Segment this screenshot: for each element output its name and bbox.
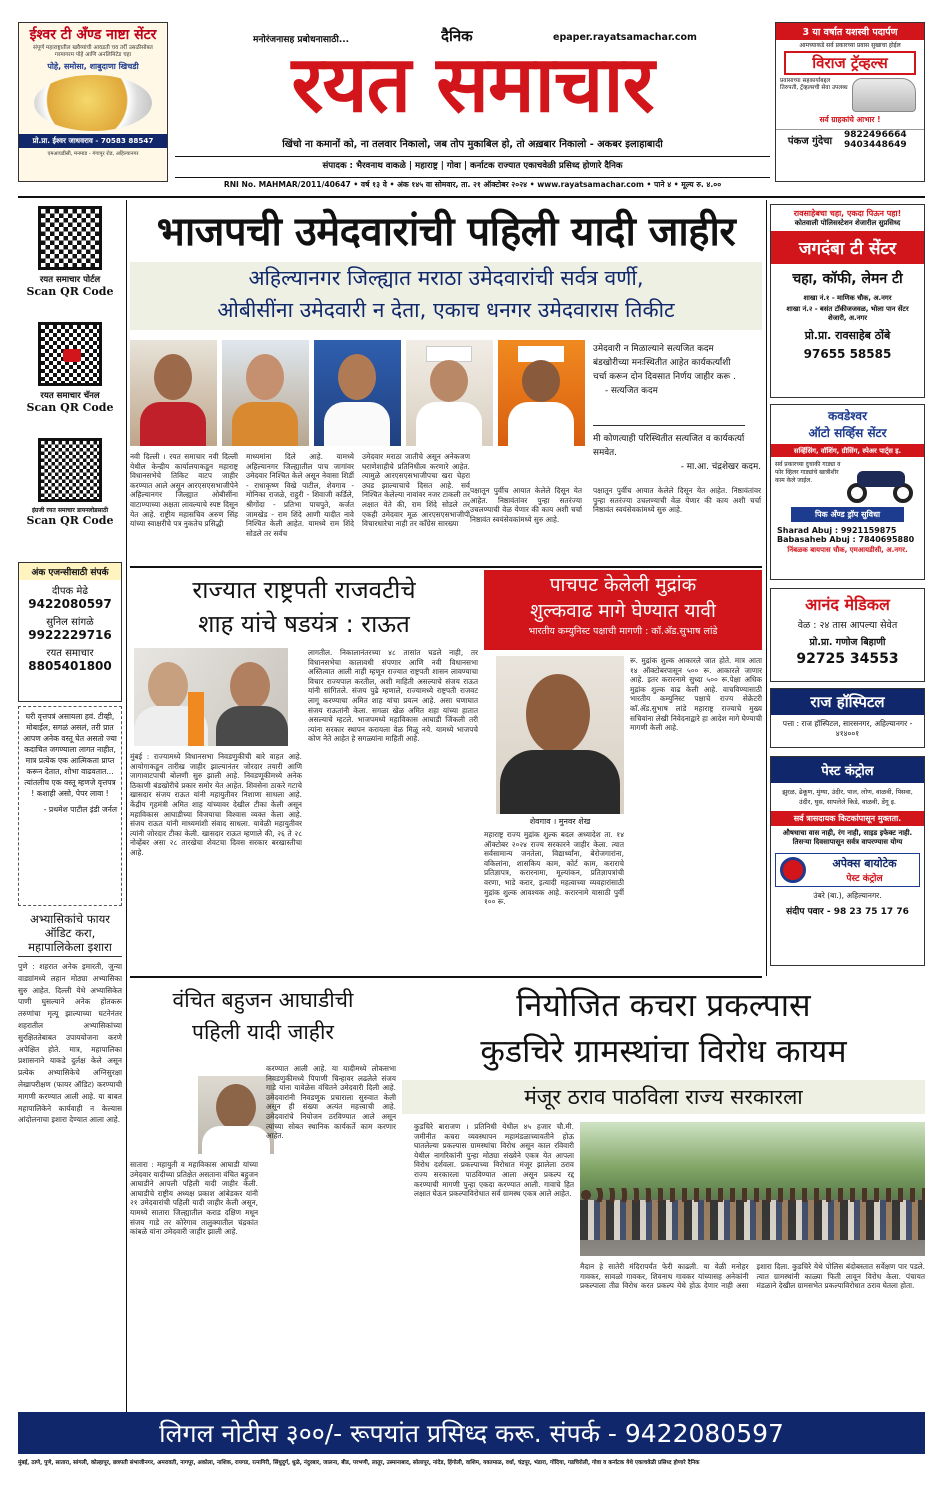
fire-audit-headline-2: महापालिकेला इशारा bbox=[18, 940, 122, 957]
masthead-quote: खिंचो ना कमानों को, ना तलवार निकालो, जब तोप मुकाबिल हो, तो अख़बार निकालो - अकबर इलाहाबादी bbox=[282, 139, 663, 150]
lead-headline: भाजपची उमेदवारांची पहिली यादी जाहीर bbox=[156, 209, 736, 255]
qr-code-icon bbox=[38, 206, 102, 270]
qr-english-label: इंग्रजी रयत समाचार डायनलोडसाठी bbox=[31, 507, 109, 514]
mudrank-caption: शेवगाव । मुनवर शेख bbox=[529, 817, 591, 826]
newspaper-title: रयत समाचार bbox=[291, 40, 654, 130]
mudrank-header bbox=[484, 570, 762, 650]
candidate-photo-3 bbox=[314, 340, 401, 446]
fire-audit-headline: अभ्यासिकांचे फायर ऑडिट करा, bbox=[30, 912, 110, 940]
lead-body-col-3: उमेदवार मराठा जातीचे असून अनेकजण घराणेशाहीचे प्रतिनिधीत्व करणारे आहेत. त्यामुळे आरएसएसभाजीपचा खरा चेहरा उघड झाल्याचाचे दिसत आहे. सर्व निश्चित केलेल्या नावांवर नजर टाकली तर लक्षात येते की, राम शिंदे सोडले तर एकही उमेदवार मूळ आरएसएसभाजीपी विचारधारेचा नाही तर काँग्रेस सारख्या bbox=[362, 452, 470, 529]
anand-time: वेळ : २४ तास आपल्या सेवेत bbox=[797, 620, 898, 631]
raj-hospital-ad bbox=[770, 688, 925, 748]
ishwar-ad-address: एमआयडीसी, मनमाड - गंगापूर रोड, अहिल्यानगर bbox=[47, 151, 139, 157]
mudrank-sub: भारतीय कम्युनिस्ट पक्षाची मागणी : कॉ.अ‍ॅड.सुभाष लांडे bbox=[528, 626, 718, 637]
kavadeshwar-contact-2: Babasaheb Abuj : 7840695880 bbox=[777, 535, 915, 544]
raj-address: पत्ता : राज हॉस्पिटल, सारसनगर, अहिल्यानगर - ४१४००१ bbox=[782, 719, 913, 738]
newspaper-quote bbox=[18, 706, 122, 906]
agent-contacts bbox=[18, 562, 122, 702]
jagdamba-branch-1: शाखा नं.१ - माणिक चौक, अ.नगर bbox=[803, 294, 892, 302]
ishwar-tea-ad bbox=[18, 22, 168, 182]
pest-note: औषधाचा वास नाही, रंग नाही, साइड इफेक्ट नाही. bbox=[782, 829, 913, 837]
raj-title: राज हॉस्पिटल bbox=[771, 689, 924, 715]
agent-name-2: सुनिल सांगळे bbox=[46, 617, 94, 628]
lead-sub-2: ओबीसींना उमेदवारी न देता, एकाच धनगर उमेदवारास तिकीट bbox=[217, 298, 675, 322]
qr-code-icon bbox=[38, 322, 102, 386]
motorcycle-image bbox=[845, 461, 917, 503]
raut-body-col-1: मुंबई : राज्यामध्ये विधानसभा निवडणुकीची बारे वाहत आहे. आयोगाकडून तारीख जाहीर झाल्यानंतर जोरदार तयारी आणि जागावाटपाची बोलणी सुरु झाली आहे. निवडणूकीमध्ये अनेक ठिकाणी बंडखोरीचे प्रकार समोर येत आहेत. शिवसेना ठाकरे गटाचे खासदार संजय राऊत यांनी महायुतीवर निशाणा साधला आहे. केंद्रीय गृहमंत्री अमित शाह यांच्यावर देखील टीका केली असून महाविकास आघाडीच्या विजयाचा विश्वास व्यक्त केला आहे. संजय राऊत यांनी माध्यमांशी संवाद साधला. यावेळी महायुतीवर त्यांनी जोरदार टीका केली. खासदार राऊत म्हणाले की, २६ ते २८ नोव्हेंबर असा २८ तारखेचा शेवटचा दिवस सरकार बरखास्तीचा आहे. bbox=[130, 752, 302, 857]
kadam-quote bbox=[593, 342, 745, 426]
candidate-photo-1 bbox=[130, 340, 217, 446]
kavadeshwar-pickup: पिक अँण्ड ड्रॉप सुविधा bbox=[791, 507, 904, 522]
viraj-thanks: सर्व ग्राहकांचे आभार ! bbox=[819, 115, 881, 124]
viraj-travels-ad bbox=[775, 22, 925, 182]
pest-note-2: तिसऱ्या दिवसापासून सर्वत्र वापरण्यास योग्य bbox=[792, 838, 903, 846]
agent-phone-1: 9422080597 bbox=[28, 597, 112, 611]
jagdamba-tea-ad bbox=[770, 204, 925, 398]
fire-audit-body: पुणे : शहरात अनेक इमारती, जुन्या वाड्यांमध्ये लहान मोठ्या अभ्यासिका सुरु आहेत. दिल्ली येथे अभ्यासिकेत पाणी घुसल्याने अनेक होतकरू तरुणांचा मृत्यू झाल्याच्या घटनेनंतर शहरातील अभ्यासिकांच्या सुरक्षिततेबाबत उपाययोजना करणे अपेक्षित होते. मात्र, महापालिका प्रशासनाने याकडे दुर्लक्ष केले असून प्रत्येक अभ्यासिकेचे अग्निसुरक्षा लेखापरीक्षण (फायर ऑडिट) करण्याची मागणी करण्यात आली आहे. या बाबत महापालिकेने कार्यवाही न केल्यास आंदोलनाचा इशारा देण्यात आला आहे. bbox=[18, 962, 122, 1125]
agent-phone-3: 8805401800 bbox=[28, 659, 112, 673]
pest-control-ad bbox=[770, 756, 925, 966]
jagdamba-owner: प्रो.प्रा. रावसाहेब ठोंबे bbox=[804, 329, 891, 342]
jagdamba-phone: 97655 58585 bbox=[803, 347, 892, 361]
viraj-phone-2: 9403448649 bbox=[844, 140, 907, 150]
viraj-banner: 3 या वर्षात यशस्वी पदार्पण bbox=[776, 23, 924, 40]
mudrank-headline-2: शुल्कवाढ मागे घेण्यात यावी bbox=[530, 600, 716, 622]
right-column-rule bbox=[766, 200, 767, 976]
legal-notice-banner bbox=[18, 1412, 925, 1454]
lead-subheadline-box bbox=[130, 262, 762, 330]
candidate-photo-2 bbox=[222, 340, 309, 446]
kavadeshwar-title: कवडेश्वर bbox=[828, 409, 867, 423]
daily-label: दैनिक bbox=[441, 27, 473, 45]
ishwar-ad-items: पोहे, समोसा, शाबुदाणा खिचडी bbox=[47, 62, 139, 71]
jagdamba-items: चहा, कॉफी, लेमन टी bbox=[792, 271, 903, 287]
anand-phone: 92725 34553 bbox=[796, 651, 899, 667]
lead-body-col-1: नवी दिल्ली । रयत समाचार नवी दिल्ली येथील केन्द्रीय कार्यालयाकडून महाराष्ट्र विधानसभेचे तिकिट वाटप जाहीर करण्यात आले असून आरएसएसभाजीपेने अहिल्यानगर जिल्ह्यात ओबीसींना वाटाण्याच्या अक्षता लावल्याचे स्पष्ट दिसून येत आहे. राष्ट्रीय महासचिव अरुण सिंह यांच्या स्वाक्षरीचे पत्र नुकतेच प्रसिद्धी bbox=[130, 452, 238, 529]
kavadeshwar-contact-1: Sharad Abuj : 9921159875 bbox=[777, 526, 897, 535]
chandrashekhar-quote bbox=[593, 432, 761, 478]
viraj-sub: आमच्याकडे सर्व प्रकारच्या प्रवास सुखाचा होईल bbox=[799, 42, 901, 49]
kachra-story bbox=[402, 980, 925, 1412]
youtube-icon bbox=[63, 349, 81, 362]
agent-name-3: रयत समाचार bbox=[46, 648, 94, 659]
vanchit-body-col-1: सातारा : महायुती व महाविकास आघाडी यांच्या उमेदवार यादीच्या प्रतिक्षेत असताना वंचित बहुजन आघाडीने आपली पहिली यादी जाहीर केली. आघाडीचे राष्ट्रीय अध्यक्ष प्रकाश आंबेडकर यांनी २१ उमेदवारांची पहिली यादी जाहीर केली असून, यामध्ये सातारा जिल्ह्यातील कराड दक्षिण मधून संजय गाडे तर कोरेगाव तालुक्यातील चंद्रकांत कांबळे यांना उमेदवारी जाहीर झाली आहे. bbox=[130, 1160, 258, 1237]
anand-owner: प्रो.प्रा. गणोज बिहाणी bbox=[809, 637, 886, 648]
protest-photo bbox=[580, 1122, 925, 1256]
shah-raut-photo bbox=[134, 648, 288, 746]
distribution-cities: मुंबई, ठाणे, पुणे, सातारा, सांगली, कोल्हापूर, छत्रपती संभाजीनगर, अमरावती, नागपूर, अकोला, नाशिक, रायगड, रत्नागिरी, सिंधुदुर्ग, धुळे, नंदुरबार, जालना, बीड, परभणी, लातूर, उस्मानाबाद, सोलापूर, नांदेड, हिंगोली, वाशिम, यवतमाळ, वर्धा, चंद्रपूर, भंडारा, गोंदिया, गडचिरोली, गोवा व कर्नाटक येथे एकाचवेळी प्रसिध्द होणारे दैनिक bbox=[18, 1460, 700, 1466]
kachra-headline-1: नियोजित कचरा प्रकल्पास bbox=[516, 986, 811, 1024]
editor-line: संपादक : भैरवनाथ वाकळे | महाराष्ट्र | गोवा | कर्नाटक राज्यात एकाचवेळी प्रसिध्द होणारे दैनिक bbox=[175, 156, 770, 171]
raut-headline-2: शाह यांचे षडयंत्र : राऊत bbox=[198, 610, 410, 638]
middle-rule bbox=[130, 976, 762, 978]
viraj-owner: पंकज गुंदेचा bbox=[787, 136, 833, 147]
car-image bbox=[852, 78, 916, 112]
raut-story bbox=[130, 570, 478, 970]
pest-title: पेस्ट कंट्रोल bbox=[771, 757, 924, 783]
qr-channel-label: रयत समाचार चॅनल bbox=[40, 391, 100, 401]
masthead-rule bbox=[18, 196, 925, 198]
fire-audit-story bbox=[18, 912, 122, 1412]
lead-body-col-5: पक्षातून पुर्वीच आयात केलेले दिसून येत आहेत. निष्ठावंतांवर पुन्हा सतरंज्या उचलण्याची वेळ येणार की काय अशी चर्चा निष्ठावंत स्वयंसेवकांमध्ये सुरु आहे. bbox=[593, 486, 761, 515]
chandrashekhar-quote-text: मी कोणत्याही परिस्थितीत सत्यजित व कार्यकर्त्या समवेत. bbox=[593, 434, 745, 458]
food-plate-image bbox=[34, 75, 152, 131]
vanchit-body-col-2: करण्यात आली आहे. या यादीमध्ये लोकसभा निवडणुकीमध्ये पिपाणी चिन्हावर लढलेले संजय गाडे यांना यावेळेस वंचितने उमेदवारी दिली आहे. उमेदवारांनी निवडणूक प्रचाराला सुरुवात केली असून ही संख्या अत्यंत महत्त्वाची आहे. उमेदवारांचे नियोजन ठरविण्यात आले असून त्यांच्या सोबत स्थानिक कार्यकर्ते काम करणार आहेत. bbox=[266, 1064, 396, 1141]
tagline: मनोरंजनासह प्रबोधनासाठी... bbox=[253, 35, 350, 45]
legal-notice-text: लिगल नोटीस ३००/- रूपयांत प्रसिध्द करू. संपर्क - 9422080597 bbox=[159, 1419, 784, 1448]
left-column-rule bbox=[126, 200, 127, 1412]
apex-title: अपेक्स बायोटेक bbox=[832, 857, 897, 870]
ishwar-ad-owner: प्रो.प्रा. ईश्वर जाधवराव - 70583 88547 bbox=[19, 134, 167, 148]
jagdamba-branch-2: शाखा नं.२ - बसंत टॉकीजजवळ, भोला पान सेंटर शेजारी, अ.नगर bbox=[786, 305, 909, 322]
qr-portal-label: रयत समाचार पोर्टल bbox=[39, 275, 101, 285]
mudrank-headline-1: पाचपट केलेली मुद्रांक bbox=[549, 574, 697, 596]
lead-story bbox=[130, 200, 762, 568]
mudrank-body-col-1: महाराष्ट्र राज्य मुद्रांक शुल्क बदल अध्यादेश ता. १४ ऑक्टोबर २०२४ राज्य सरकारने जाहीर केला. त्यात सर्वसामान्य जनतेला, विद्यार्थ्यांना, बेरोजगारांना, वकिलांना, शासकिय काम, कोर्ट काम, कराराचे प्रतिज्ञापत्र, करारनामा, मूल्यांकन, प्रतिज्ञापत्रांची वरणा, भाडे करार, इत्यादी महत्वाच्या व्यवहारांसाठी मुद्रांक शुल्क आवश्यक आहे. करारनामे यासाठी पुर्वी १०० रू. bbox=[484, 830, 624, 907]
kadam-quote-text: उमेदवारी न मिळाल्याने सत्यजित कदम बंडखोरीच्या मनःस्थितीत आहेत कार्यकर्त्यांशी चर्चा करून दोन दिवसात निर्णय जाहीर करू . bbox=[593, 344, 736, 382]
agents-title: अंक एजन्सीसाठी संपर्क bbox=[19, 563, 121, 580]
qr-channel[interactable] bbox=[18, 318, 122, 436]
kavadeshwar-address: निंबळक बायपास चौक, एमआयडीसी, अ.नगर. bbox=[787, 546, 908, 554]
kavadeshwar-note: सर्व प्रकारच्या दुचाकी गाड्या व फोर व्हिलर गाड्यांचे खात्रीशीर काम केले जाईल. bbox=[775, 461, 841, 484]
kachra-sub: मंजूर ठराव पाठविला राज्य सरकारला bbox=[402, 1080, 925, 1114]
kavadeshwar-sub: ऑटो सर्व्हिस सेंटर bbox=[808, 426, 887, 440]
viraj-body: प्रवासाच्या सहकार्याबद्दल तिरुपती, ट्रॅव्हल्सची सेवा उपलब्ध bbox=[780, 78, 848, 91]
pest-banner: सर्व त्रासदायक किटकांपासून मुक्तता. bbox=[771, 811, 924, 826]
lead-body-col-2: माध्यमांना दिले आहे. यामध्ये अहिल्यानगर जिल्ह्यातील पाच जागांवर उमेदवार निश्चित केले असून नेवासा शिर्डी - राधाकृष्ण विखे पाटील, शेवगाव - मोनिका राजळे, राहुरी - शिवाजी कर्डिले, श्रीगोंदा - प्रतिभा पाचपुते, कर्जत जामखेड - राम शिंदे आणी यादीत नावे निश्चित केली आहेत. यामध्ये राम शिंदे सोडले तर सर्वच bbox=[246, 452, 354, 538]
ishwar-ad-body: संपूर्ण महाराष्ट्रातील खवैय्यांची आवडती चव तर्री उसळीसोबत गरमागरम पोहे आणि अनलिमिटेड चहा bbox=[33, 45, 153, 58]
apex-contact: संदीप पवार - 98 23 75 17 76 bbox=[786, 907, 909, 917]
masthead bbox=[0, 0, 945, 196]
lead-sub-1: अहिल्यानगर जिल्ह्यात मराठा उमेदवारांची सर्वत्र वर्णी, bbox=[248, 266, 644, 290]
qr-portal[interactable] bbox=[18, 202, 122, 320]
apex-sub: पेस्ट कंट्रोल bbox=[846, 874, 883, 884]
viraj-phone-1: 9822496664 bbox=[844, 130, 907, 140]
chandrashekhar-quote-by: - मा.आ. चंद्रशेखर कदम. bbox=[680, 462, 761, 472]
vanchit-headline-1: वंचित बहुजन आघाडीची bbox=[172, 988, 354, 1012]
epaper-link[interactable]: epaper.rayatsamachar.com bbox=[553, 32, 697, 43]
jagdamba-top: रावसाहेबचा चहा, एकदा पिऊन पहा! bbox=[793, 209, 902, 218]
qr-code-icon bbox=[38, 438, 102, 502]
pest-list: झुरळ, ढेकूण, मुंग्या, उंदीर, पाल, लोण, वाळवी, पिसवा, उंदीर, घुस, सापलेले किडे, वाळवी, डेंगू इ. bbox=[782, 788, 913, 806]
registration-line: RNI No. MAHMAR/2011/40647 • वर्ष १३ वे • अंक १४५ वा सोमवार, ता. २१ ऑक्टोबर २०२४ • www.rayatsamachar.com • पाने ४ • मूल्य रु. ४.०० bbox=[175, 177, 770, 190]
lande-photo bbox=[496, 656, 624, 814]
anand-medical-ad bbox=[770, 588, 925, 682]
candidate-photo-5 bbox=[498, 340, 585, 446]
viraj-title: विराज ट्रॅव्हल्स bbox=[784, 51, 916, 75]
kavadeshwar-services: सर्व्हिसिंग, वॉशिंग, ग्रीसिंग, स्पेअर पार्ट्स इ. bbox=[771, 444, 924, 457]
right-ads-column bbox=[770, 204, 925, 976]
lead-bottom-rule bbox=[130, 566, 762, 568]
qr-channel-scan: Scan QR Code bbox=[26, 401, 114, 414]
raut-body-col-2: लागतील. निकालानंतरच्या ४८ तासांत घडले नाही, तर विधानसभेचा कालावधी संपणार आणि नवी विधानसभा अस्तित्वात आली नाही म्हणून राज्यात राष्ट्रपती शासन लावण्याचा विचार राज्यपाल करतील, अशी माहिती असल्याचे संजय राऊत यांनी सांगितले. संजय पुढे म्हणाले, राज्यामध्ये राष्ट्रपती राजवट लागू करण्याचा अमित शाह यांचा प्रयत्न आहे. असा घणाघात संजय राऊतांनी केला. सगळा खेळ अमित शहा यांच्या हातात असल्याचे म्हटले. भाजपमध्ये महाविकास आघाडी जिंकली तरी त्यांना सरकार स्थापन करायला वेळ मिळू नये. यामध्ये भाजपचे कोण नेते आहेत हे सगळ्यांना माहिती आहे. bbox=[308, 648, 478, 744]
title-block bbox=[175, 18, 770, 168]
mudrank-body-col-2: रू. मुद्रांक शुल्क आकारले जात होते. मात्र आता १४ ऑक्टोबरपासून ५०० रू. आकारले जाणार आहे. इतर करारनामे सुध्दा ५०० रू.पेक्षा अधिक मुद्रांक शुल्क वाढ केली आहे. वाचविण्यासाठी भारतीय कम्युनिस्ट पक्षाचे राज्य सेक्रेटरी कॉ.ॲड.सुभाष लांडे महाराष्ट्र राज्याचे मुख्य सचिवांना लेखी निवेदनाद्वारे हा आदेश मागे घेण्याची मागणी केली आहे. bbox=[630, 656, 762, 733]
kavadeshwar-auto-ad bbox=[770, 404, 925, 580]
jagdamba-title: जगदंबा टी सेंटर bbox=[771, 231, 924, 264]
left-column bbox=[18, 200, 122, 1412]
qr-english-scan: Scan QR Code bbox=[26, 514, 114, 527]
jagdamba-sub: कोतवाली पोलिसस्टेशन शेजारील सुप्रसिध्द bbox=[794, 219, 901, 227]
mudrank-story bbox=[484, 570, 762, 970]
kachra-body-col-2: मैदान हे सातेरी मंदिरापर्यंत फेरी काढली. या वेळी मनोहर गावकर, सावळो गावकर, शिवनाथ गावकर यांच्यासह अनेकांनी प्रकल्पाला तीव्र विरोध करत प्रकल्प येथे होऊ देणार नाही असा इशारा दिला. कुडचिरे येथे पोलिस बंदोबस्तात सर्वेक्षण पार पडले. त्यात ग्रामस्थांनी काळ्या फिती लावून विरोध केला. पंचायत मंडळाने देखील ग्रामसभेत प्रकल्पाविरोधात ठराव घेतला होता. bbox=[580, 1262, 925, 1291]
qr-portal-scan: Scan QR Code bbox=[26, 285, 114, 298]
anand-title: आनंद मेडिकल bbox=[805, 595, 890, 614]
newspaper-quote-text: घरी वृत्तपत्रं असायला हवं. टीव्ही, मोबाईल, सगळं असलं, तरी प्रात आपण अनेक वस्तू घेत असतो ज्या कदाचित जगण्याला लागत नाहीत, मात्र प्रत्येक एक आत्मिकता प्राप्त करून देतात, शोभा वाढवतात... त्यांतलीच एक वस्तू म्हणजे वृत्तपत्र ! कशाही असो, पेपर लावा ! bbox=[23, 712, 117, 798]
kachra-body-col-1: कुडचिरे बाराजण । प्रतिनिधी येथील ४५ हजार चौ.मी. जमीनीत कचरा व्यवस्थापन महामंडळाच्यावतीने होऊ घातलेल्या प्रकल्पास ग्रामस्थांचा विरोध असून काल रविवारी येथील नागरिकांनी पुन्हा मोठ्या संख्येने एकत्र येत आपला विरोध दर्शवला. प्रकल्पाच्या विरोधात मंजूर झालेला ठराव राज्य सरकारला पाठविण्यात आला असून प्रकल्प रद्द करण्याची मागणी पुन्हा एकदा करण्यात आली. गावाचे हित लक्षात घेऊन प्रकल्पाविरोधात सर्व ग्रामस्थ एकत्र आले आहेत. bbox=[414, 1122, 574, 1199]
candidate-photo-4 bbox=[406, 340, 493, 446]
agent-name-1: दीपक मेढे bbox=[51, 586, 89, 597]
raut-headline-1: राज्यात राष्ट्रपती राजवटीचे bbox=[192, 576, 416, 604]
kadam-quote-by: - सत्यजित कदम bbox=[605, 386, 658, 396]
vanchit-headline-2: पहिली यादी जाहीर bbox=[192, 1020, 334, 1044]
newspaper-quote-author: - प्रथमेश पाटील इंडी जर्नल bbox=[43, 805, 117, 814]
kachra-headline-2: कुडचिरे ग्रामस्थांचा विरोध कायम bbox=[480, 1032, 847, 1070]
apex-address: उंबरे (बा.), अहिल्यानगर. bbox=[813, 891, 882, 900]
vanchit-story bbox=[130, 980, 396, 1412]
apex-logo-icon bbox=[780, 857, 806, 883]
qr-english[interactable] bbox=[18, 434, 122, 552]
candidate-photos bbox=[130, 340, 585, 446]
agent-phone-2: 9922229716 bbox=[28, 628, 112, 642]
lead-body-col-4: पक्षातून पुर्वीच आयात केलेले दिसून येत आहेत. निष्ठावंतांवर पुन्हा सतरंज्या उचलण्याची वेळ येणार की काय अशी चर्चा निष्ठावंत स्वयंसेवकांमध्ये सुरु आहे. bbox=[470, 486, 582, 524]
ishwar-ad-title: ईश्वर टी अँण्ड नाष्टा सेंटर bbox=[29, 27, 157, 43]
